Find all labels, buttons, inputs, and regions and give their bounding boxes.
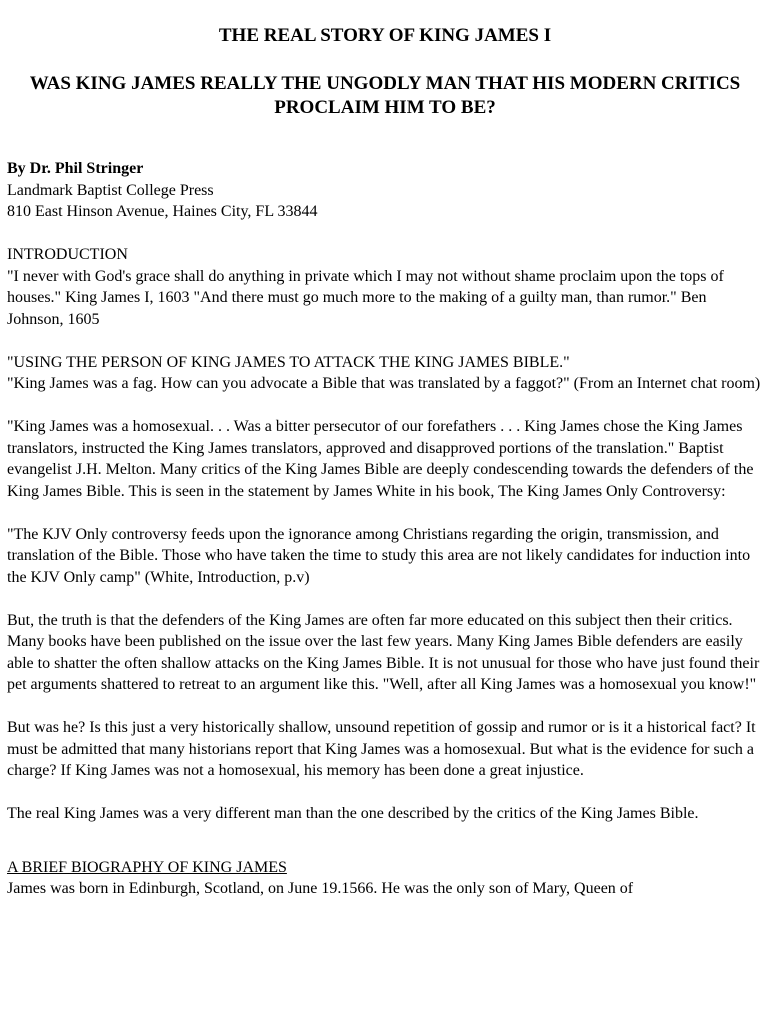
biography-section bbox=[7, 857, 763, 900]
publisher-name: Landmark Baptist College Press bbox=[7, 181, 214, 199]
document-title: THE REAL STORY OF KING JAMES I bbox=[218, 25, 552, 46]
melton-quote-paragraph: "King James was a homosexual. . . Was a bitter persecutor of our forefathers . . . King James chose the King James translators, instructed the King James translators, approved and disapproved portions of the translation." Baptist evangelist J.H. Melton. Many critics of the King James Bible are deeply condescending towards the defenders of the King James Bible. This is seen in the statement by James White in his book, The King James Only Controversy: bbox=[7, 418, 754, 500]
body-paragraph: But was he? Is this just a very historically shallow, unsound repetition of gossip and rumor or is it a historical fact? It must be admitted that many historians report that King James was a homosexual. But what is the evidence for such a charge? If King James was not a homosexual, his memory has been done a great injustice. bbox=[7, 719, 756, 779]
byline bbox=[7, 158, 763, 223]
biography-heading: A BRIEF BIOGRAPHY OF KING JAMES bbox=[7, 858, 287, 876]
body-paragraph: But, the truth is that the defenders of the King James are often far more educated on this subject then their critics. Many books have been published on the issue over the last few years. Many King James Bible defenders are easily able to shatter the often shallow attacks on the King James Bible. It is not unusual for those who have just found their pet arguments shattered to retreat to an argument like this. "Well, after all King James was a homosexual you know!" bbox=[7, 611, 760, 693]
author-name: By Dr. Phil Stringer bbox=[7, 160, 144, 177]
introduction-section bbox=[7, 244, 763, 330]
document-subtitle: WAS KING JAMES REALLY THE UNGODLY MAN THAT HIS MODERN CRITICS PROCLAIM HIM TO BE? bbox=[29, 73, 741, 118]
introduction-heading: INTRODUCTION bbox=[7, 246, 128, 263]
introduction-quote: "I never with God's grace shall do anything in private which I may not without shame proclaim upon the tops of houses." King James I, 1603 "And there must go much more to the making of a guilty man, than rumor." Ben Johnson, 1605 bbox=[7, 267, 724, 328]
attack-heading: "USING THE PERSON OF KING JAMES TO ATTACK THE KING JAMES BIBLE." bbox=[7, 353, 570, 371]
document-page bbox=[7, 24, 763, 900]
attack-section bbox=[7, 352, 763, 589]
chat-room-quote: "King James was a fag. How can you advocate a Bible that was translated by a faggot?" (From an Internet chat room) bbox=[7, 375, 761, 392]
body-paragraph: The real King James was a very different man than the one described by the critics of the King James Bible. bbox=[7, 805, 699, 822]
biography-paragraph: James was born in Edinburgh, Scotland, on June 19.1566. He was the only son of Mary, Queen of bbox=[7, 880, 634, 897]
white-quote-paragraph: "The KJV Only controversy feeds upon the ignorance among Christians regarding the origin, transmission, and translation of the Bible. Those who have taken the time to study this area are not likely candidates for induction into the KJV Only camp" (White, Introduction, p.v) bbox=[7, 525, 751, 586]
publisher-address: 810 East Hinson Avenue, Haines City, FL 33844 bbox=[7, 203, 318, 220]
